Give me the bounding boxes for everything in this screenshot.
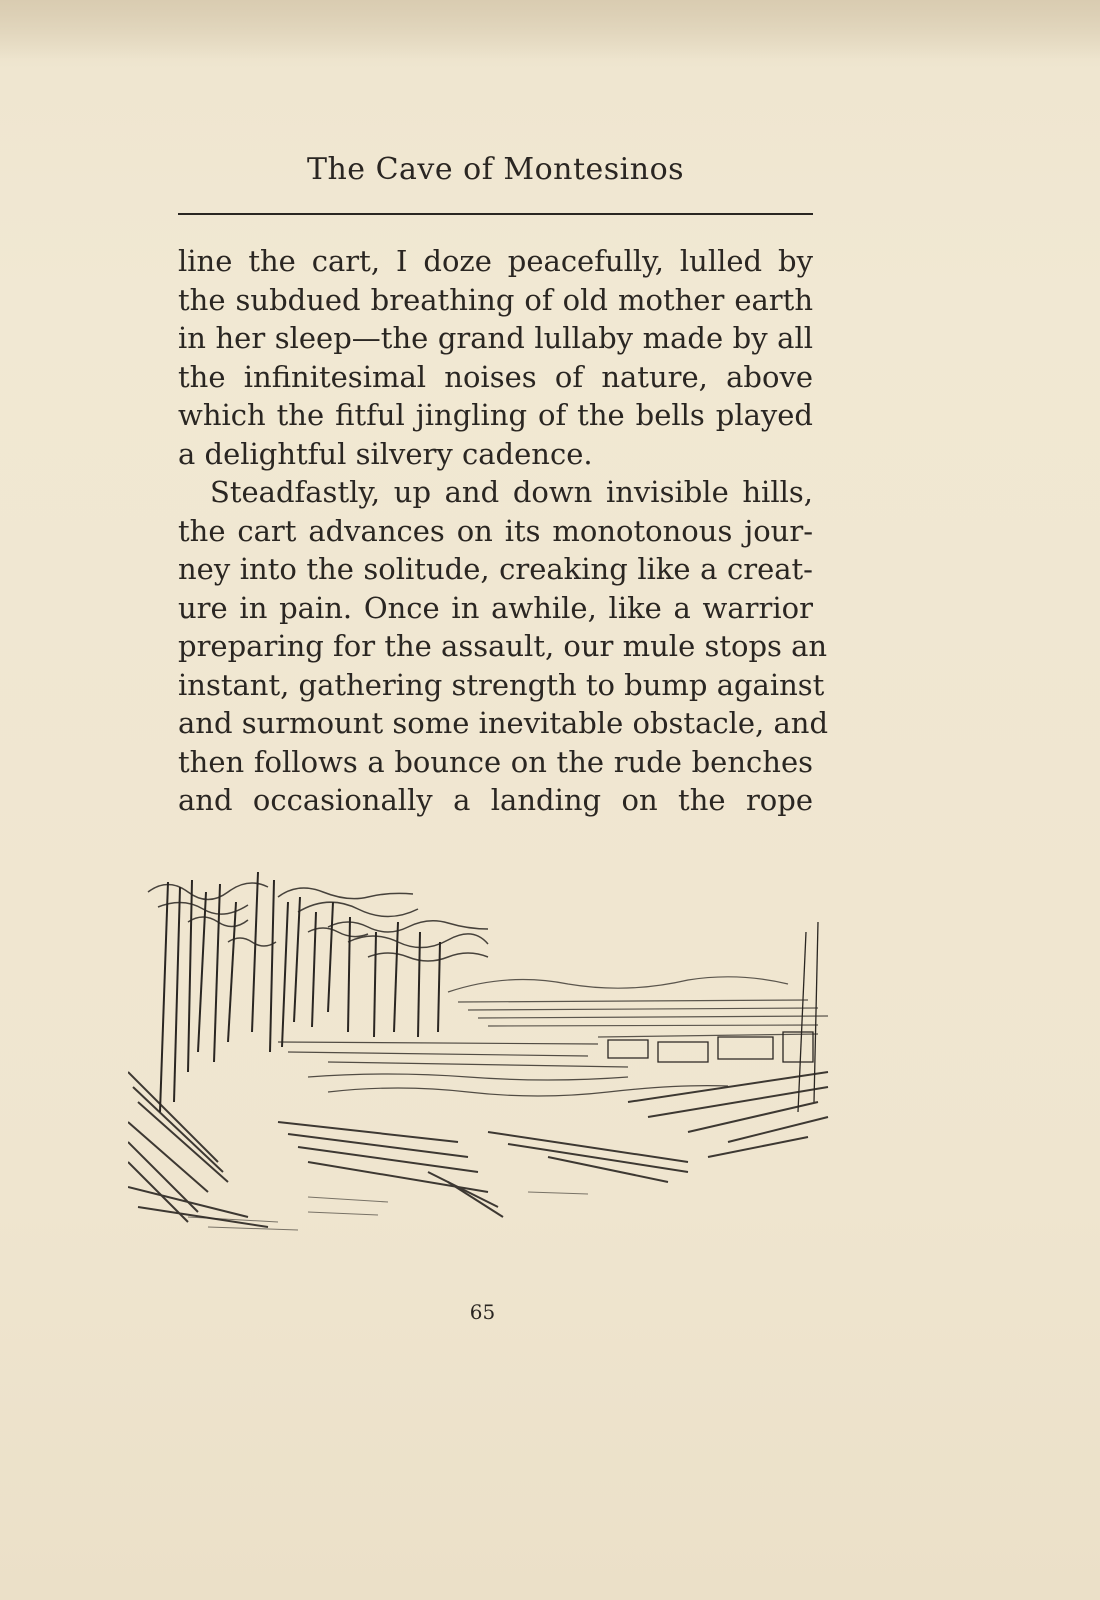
text-line: instant, gathering strength to bump against [178,667,825,702]
text-line: and surmount some inevitable obstacle, and [178,706,829,740]
text-line: the infinitesimal noises of nature, above [178,359,813,394]
text-line: a delightful silvery cadence. [178,436,593,471]
text-line: ure in pain. Once in awhile, like a warrior [178,590,813,625]
text-line: Steadfastly, up and down invisible hills, [210,475,813,509]
text-line: ney into the solitude, creaking like a creat- [178,552,813,586]
page-top-shadow [0,0,1100,60]
text-line: the subdued breathing of old mother earth [178,282,813,317]
text-line: the cart advances on its monotonous jour- [178,513,813,548]
text-line: in her sleep—the grand lullaby made by all [178,321,813,355]
page-number: 65 [469,1300,496,1324]
landscape-etching-icon [128,872,853,1262]
text-line: and occasionally a landing on the rope [178,783,813,817]
running-head: The Cave of Montesinos [306,152,685,187]
text-line: line the cart, I doze peacefully, lulled by [178,244,813,278]
text-line: which the fitful jingling of the bells played [178,398,813,432]
text-line: preparing for the assault, our mule stops an [178,629,828,663]
body-text [178,242,829,820]
header-rule [178,213,813,215]
text-line: then follows a bounce on the rude benches [178,744,813,779]
